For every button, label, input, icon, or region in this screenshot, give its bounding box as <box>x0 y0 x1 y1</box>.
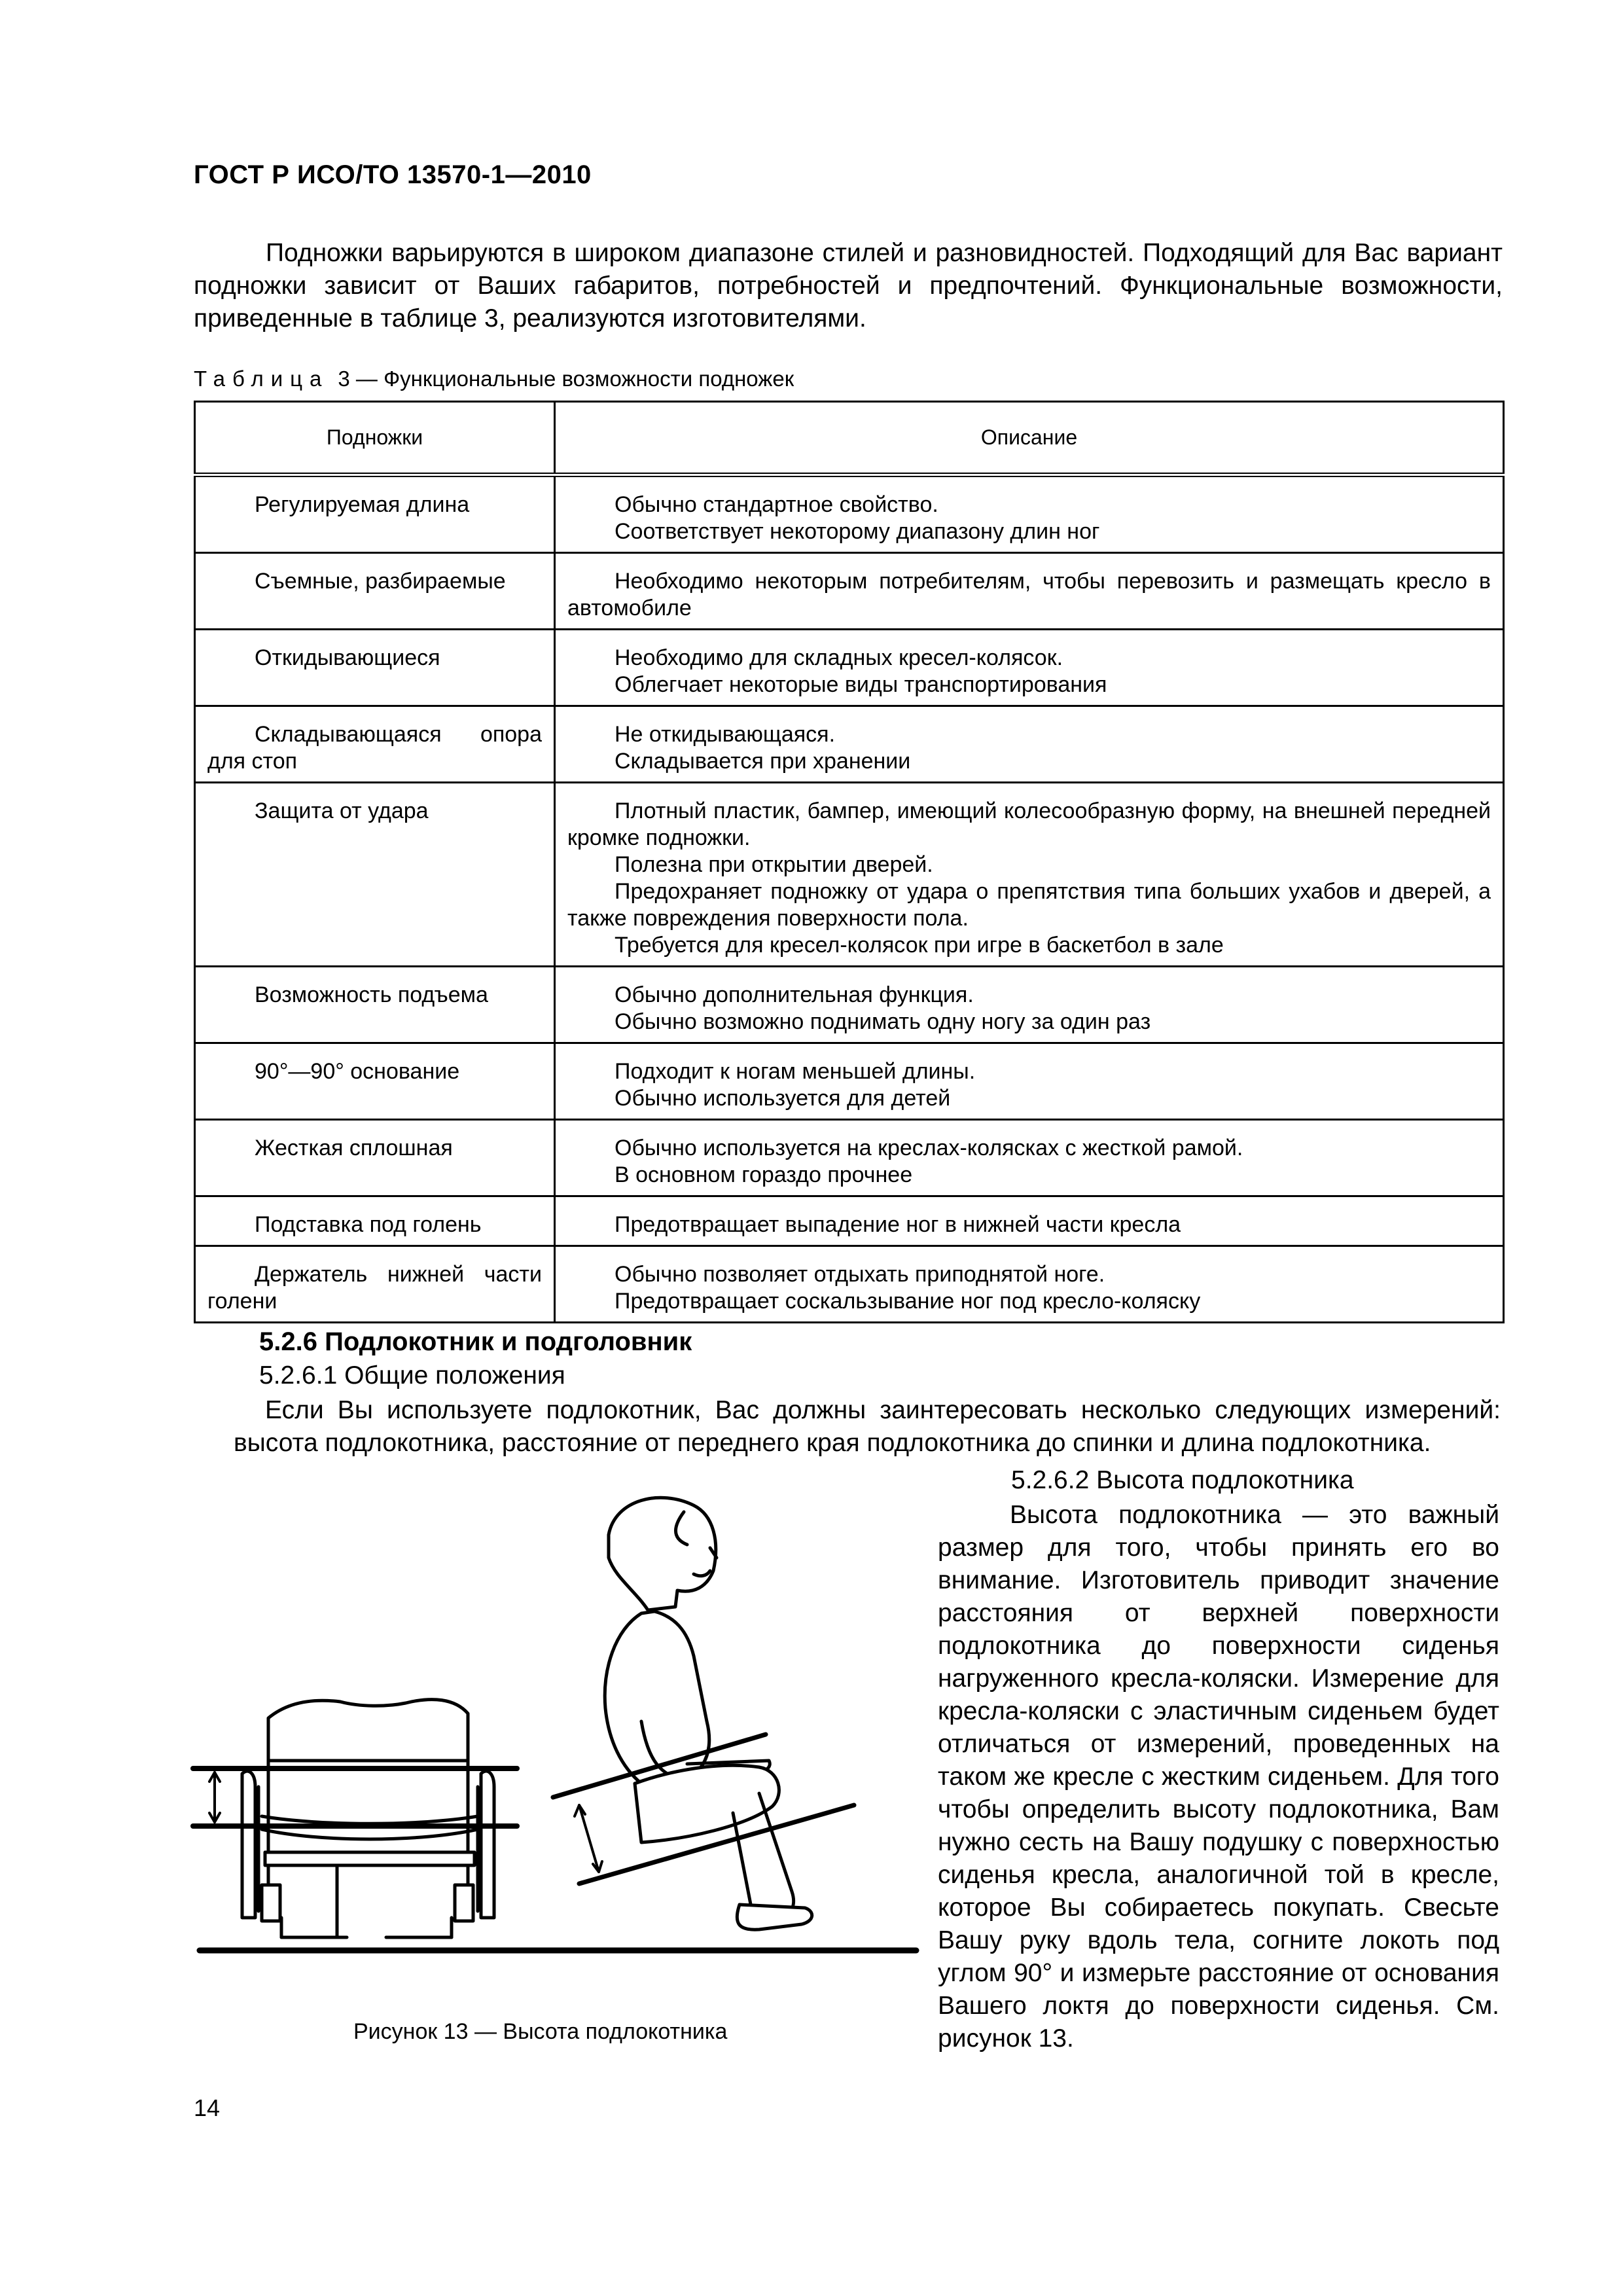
table-row <box>195 475 1504 553</box>
height-dimension-arrow <box>209 1772 220 1822</box>
feature-description: Не откидывающаяся. <box>615 722 836 747</box>
armrest-height-figure <box>190 1486 926 2009</box>
feature-name: Жесткая сплошная <box>255 1136 453 1160</box>
table-row <box>195 783 1504 967</box>
armrest-height-paragraph: Высота подлокотника — это важный размер для того, чтобы принять его во внимание. Изготовитель приводит значение расстояния от верхней поверхности подлокотника до поверхности сиденья нагруженного кресла-коляски. Измерение для кресла-коляски с эластичным сиденьем будет отличаться от измерений, проведенных на таком же кресле с жестким сиденьем. Для того чтобы определить высоту подлокотника, Вам нужно сесть на Вашу подушку с поверхностью сиденья кресла, аналогичной той в кресле, которое Вы собираетесь покупать. Свесьте Вашу руку вдоль тела, согните локоть под углом 90° и измерьте расстояние от основания Вашего локтя до поверхности сиденья. См. рисунок 13. <box>938 1501 1499 2053</box>
feature-description: Необходимо для складных кресел-колясок. <box>615 645 1063 670</box>
table-row <box>195 967 1504 1043</box>
feature-description: Обычно используется для детей <box>615 1086 951 1111</box>
feature-name: Съемные, разбираемые <box>255 569 506 594</box>
feature-name: Регулируемая длина <box>255 492 470 517</box>
feature-description: Облегчает некоторые виды транспортирования <box>615 672 1107 697</box>
column-header-description: Описание <box>555 402 1504 475</box>
feature-name: Возможность подъема <box>255 982 488 1007</box>
table-row <box>195 630 1504 706</box>
feature-description: Полезна при открытии дверей. <box>615 852 933 877</box>
feature-description: Соответствует некоторому диапазону длин ног <box>615 519 1100 544</box>
table-caption-label: Таблица <box>194 367 329 391</box>
feature-name: Защита от удара <box>255 798 429 823</box>
feature-description: Предотвращает соскальзывание ног под кресло-коляску <box>615 1289 1201 1314</box>
feature-name: Откидывающиеся <box>255 645 440 670</box>
feature-description: В основном гораздо прочнее <box>615 1162 913 1187</box>
feature-description: Обычно стандартное свойство. <box>615 492 938 517</box>
feature-description: Подходит к ногам меньшей длины. <box>615 1059 976 1084</box>
sloped-dimension-arrow <box>575 1805 602 1872</box>
feature-description: Предохраняет подножку от удара о препятствия типа больших ухабов и дверей, а также повреждения поверхности пола. <box>567 879 1491 931</box>
feature-name: Складывающаяся опора для стоп <box>207 722 542 774</box>
table-row <box>195 1196 1504 1246</box>
feature-name: 90°—90° основание <box>255 1059 460 1084</box>
subsection-general: 5.2.6.1 Общие положения <box>259 1361 565 1390</box>
feature-description: Требуется для кресел-колясок при игре в баскетбол в зале <box>615 933 1224 958</box>
feature-name: Подставка под голень <box>255 1212 482 1237</box>
column-header-footrests: Подножки <box>195 402 555 475</box>
subsection-armrest-height: 5.2.6.2 Высота подлокотника <box>1011 1466 1354 1494</box>
page-number: 14 <box>194 2094 221 2121</box>
table-row <box>195 1043 1504 1120</box>
figure-caption: Рисунок 13 — Высота подлокотника <box>353 2019 728 2044</box>
feature-description: Складывается при хранении <box>615 749 911 774</box>
table-row <box>195 553 1504 630</box>
feature-description: Плотный пластик, бампер, имеющий колесообразную форму, на внешней передней кромке подножки. <box>567 798 1491 850</box>
table-row <box>195 1120 1504 1196</box>
feature-description: Предотвращает выпадение ног в нижней части кресла <box>615 1212 1181 1237</box>
feature-description: Обычно используется на креслах-колясках с жесткой рамой. <box>615 1136 1243 1160</box>
table-row <box>195 1246 1504 1323</box>
feature-description: Обычно дополнительная функция. <box>615 982 974 1007</box>
footrest-features-table <box>194 401 1505 1323</box>
feature-name: Держатель нижней части голени <box>207 1262 542 1314</box>
table-row <box>195 706 1504 783</box>
section-heading: 5.2.6 Подлокотник и подголовник <box>259 1327 692 1356</box>
wheelchair-front-view <box>242 1700 494 1937</box>
table-header-row <box>195 402 1504 475</box>
section-paragraph: Если Вы используете подлокотник, Вас должны заинтересовать несколько следующих измерений: высота подлокотника, расстояние от переднего края подлокотника до спинки и длина подлокотника. <box>234 1396 1501 1457</box>
document-header: ГОСТ Р ИСО/ТО 13570-1—2010 <box>194 160 592 189</box>
table-caption <box>194 367 794 391</box>
feature-description: Обычно возможно поднимать одну ногу за один раз <box>615 1009 1151 1034</box>
feature-description: Необходимо некоторым потребителям, чтобы перевозить и размещать кресло в автомобиле <box>567 569 1491 620</box>
feature-description: Обычно позволяет отдыхать приподнятой ноге. <box>615 1262 1105 1287</box>
intro-paragraph: Подножки варьируются в широком диапазоне стилей и разновидностей. Подходящий для Вас вариант подножки зависит от Ваших габаритов, потребностей и предпочтений. Функциональные возможности, приведенные в таблице 3, реализуются изготовителями. <box>194 239 1503 332</box>
seated-person-side-view <box>605 1498 812 1929</box>
table-caption-text: 3 — Функциональные возможности подножек <box>338 367 794 391</box>
